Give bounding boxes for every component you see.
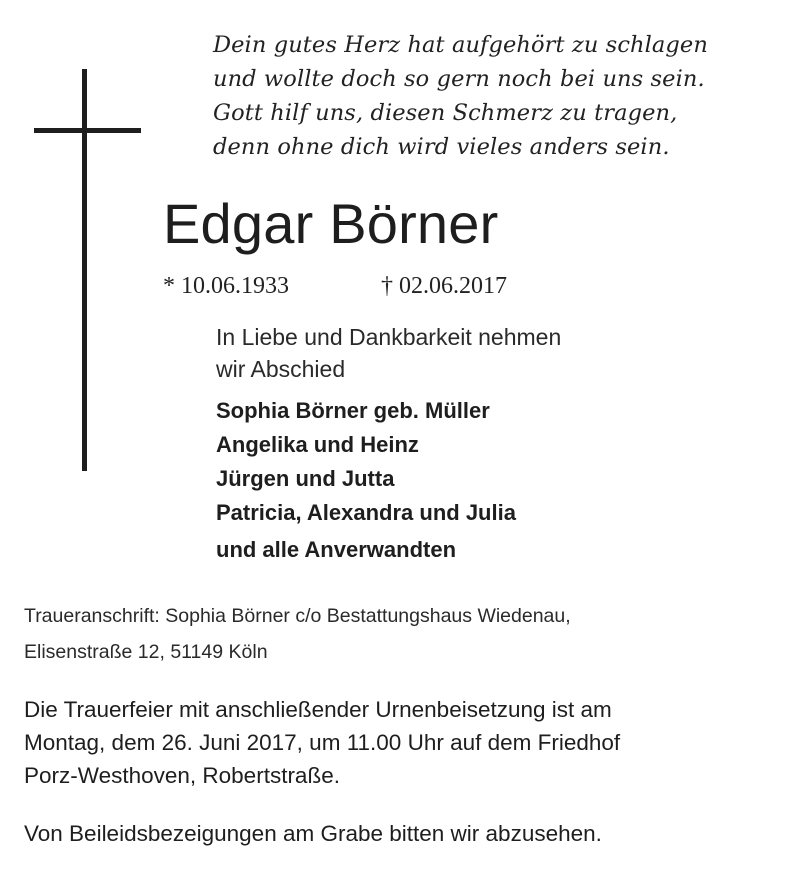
farewell-line: In Liebe und Dankbarkeit nehmen [216, 324, 562, 350]
poem-line: Gott hilf uns, diesen Schmerz zu tragen, [213, 100, 678, 126]
address-line: Traueranschrift: Sophia Börner c/o Bestattungshaus Wiedenau, [24, 605, 571, 627]
family-member: Sophia Börner geb. Müller [216, 398, 490, 423]
farewell-text [216, 321, 561, 385]
cross-horizontal-bar [34, 128, 141, 133]
ceremony-line: Die Trauerfeier mit anschließender Urnenbeisetzung ist am [24, 697, 612, 722]
death-date: † 02.06.2017 [381, 273, 507, 299]
family-relatives: und alle Anverwandten [216, 537, 457, 562]
birth-date: * 10.06.1933 [163, 273, 289, 299]
family-member: Patricia, Alexandra und Julia [216, 500, 516, 525]
mourning-address [24, 598, 571, 670]
ceremony-line: Porz-Westhoven, Robertstraße. [24, 763, 340, 788]
ceremony-info [24, 693, 784, 792]
deceased-name: Edgar Börner [163, 192, 499, 255]
family-member: Angelika und Heinz [216, 432, 419, 457]
memorial-poem [213, 28, 783, 164]
farewell-line: wir Abschied [216, 356, 346, 382]
condolence-note: Von Beileidsbezeigungen am Grabe bitten wir abzusehen. [24, 821, 602, 846]
family-member: Jürgen und Jutta [216, 466, 395, 491]
address-line: Elisenstraße 12, 51149 Köln [24, 641, 268, 663]
poem-line: denn ohne dich wird vieles anders sein. [213, 134, 670, 160]
poem-line: Dein gutes Herz hat aufgehört zu schlagen [213, 32, 708, 58]
ceremony-line: Montag, dem 26. Juni 2017, um 11.00 Uhr auf dem Friedhof [24, 730, 621, 755]
poem-line: und wollte doch so gern noch bei uns sein. [213, 66, 705, 92]
family-list [216, 394, 516, 567]
